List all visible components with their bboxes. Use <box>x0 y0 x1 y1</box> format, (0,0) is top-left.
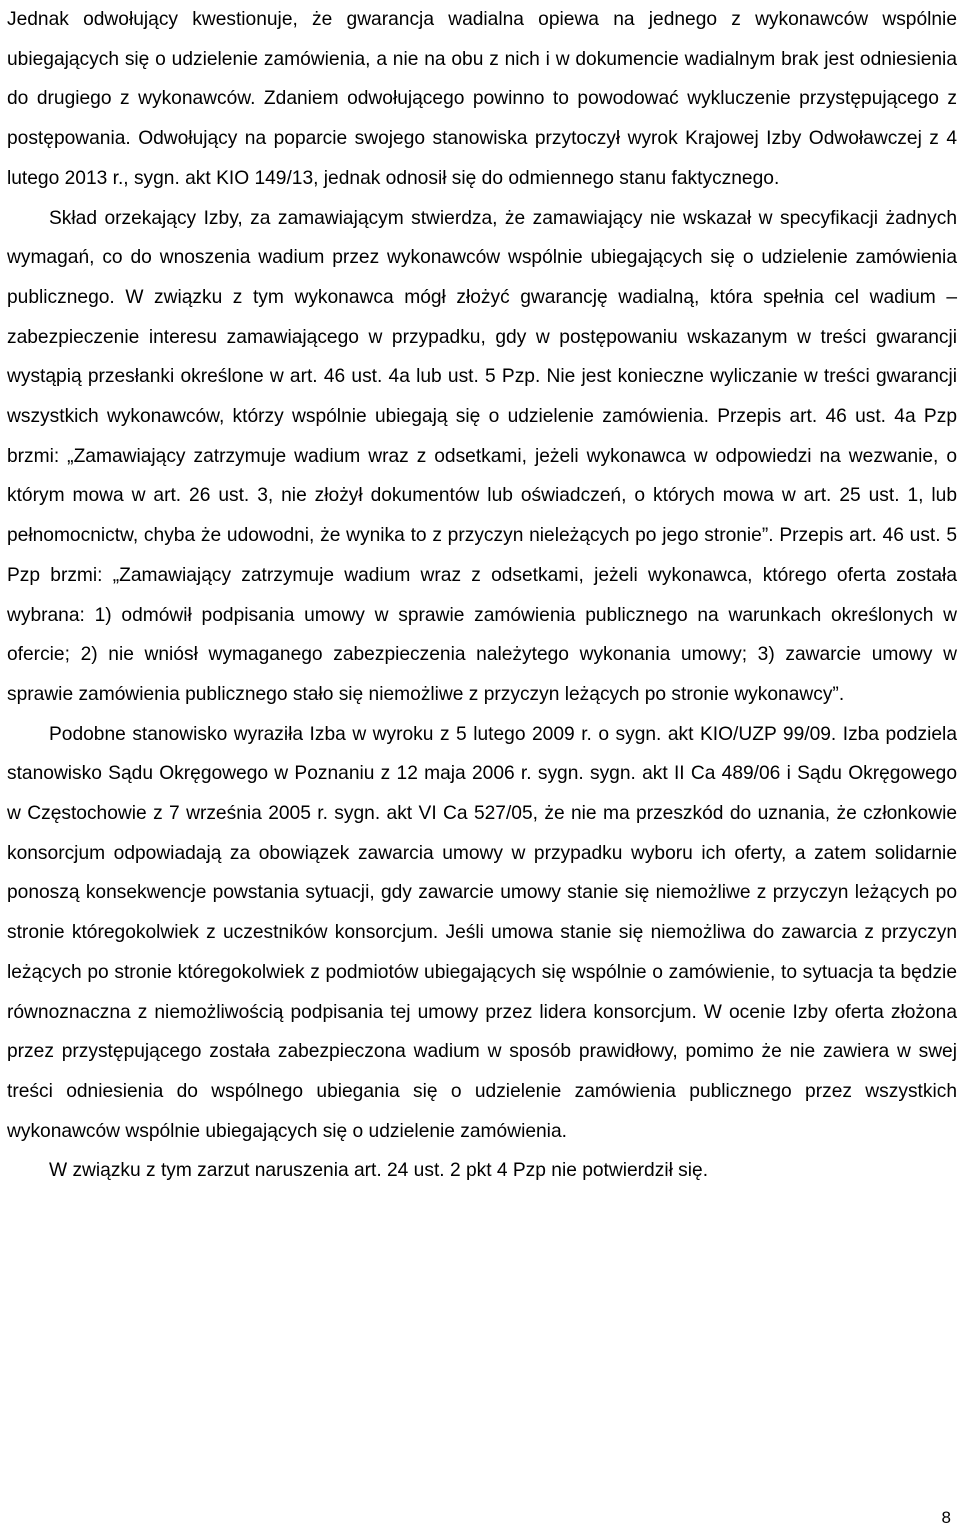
paragraph-odwolujacy-kwestionuje: Jednak odwołujący kwestionuje, że gwarancja wadialna opiewa na jednego z wykonawców wspólnie ubiegających się o udzielenie zamówienia, a nie na obu z nich i w dokumencie wadialnym brak jest odniesienia do drugiego z wykonawców. Zdaniem odwołującego powinno to powodować wykluczenie przystępującego z postępowania. Odwołujący na poparcie swojego stanowiska przytoczył wyrok Krajowej Izby Odwoławczej z 4 lutego 2013 r., sygn. akt KIO 149/13, jednak odnosił się do odmiennego stanu faktycznego. <box>7 9 957 189</box>
paragraph-podobne-stanowisko: Podobne stanowisko wyraziła Izba w wyroku z 5 lutego 2009 r. o sygn. akt KIO/UZP 99/09. Izba podziela stanowisko Sądu Okręgowego w Poznaniu z 12 maja 2006 r. sygn. sygn. akt II Ca 489/06 i Sądu Okręgowego w Częstochowie z 7 września 2005 r. sygn. akt VI Ca 527/05, że nie ma przeszkód do uznania, że członkowie konsorcjum odpowiadają za obowiązek zawarcia umowy w przypadku wyboru ich oferty, a zatem solidarnie ponoszą konsekwencje powstania sytuacji, gdy zawarcie umowy stanie się niemożliwe z przyczyn leżących po stronie któregokolwiek z uczestników konsorcjum. Jeśli umowa stanie się niemożliwa do zawarcia z przyczyn leżących po stronie któregokolwiek z podmiotów ubiegających się wspólnie o zamówienie, to sytuacja ta będzie równoznaczna z niemożliwością podpisania tej umowy przez lidera konsorcjum. W ocenie Izby oferta złożona przez przystępującego została zabezpieczona wadium w sposób prawidłowy, pomimo że nie zawiera w swej treści odniesienia do wspólnego ubiegania się o udzielenie zamówienia publicznego przez wszystkich wykonawców wspólnie ubiegających się o udzielenie zamówienia. <box>7 723 957 1142</box>
paragraph-sklad-orzekajacy: Skład orzekający Izby, za zamawiającym stwierdza, że zamawiający nie wskazał w specyfikacji żadnych wymagań, co do wnoszenia wadium przez wykonawców wspólnie ubiegających się o udzielenie zamówienia publicznego. W związku z tym wykonawca mógł złożyć gwarancję wadialną, która spełnia cel wadium – zabezpieczenie interesu zamawiającego w przypadku, gdy w postępowaniu wskazanym w treści gwarancji wystąpią przesłanki określone w art. 46 ust. 4a lub ust. 5 Pzp. Nie jest konieczne wyliczanie w treści gwarancji wszystkich wykonawców, którzy wspólnie ubiegają się o udzielenie zamówienia. Przepis art. 46 ust. 4a Pzp brzmi: „Zamawiający zatrzymuje wadium wraz z odsetkami, jeżeli wykonawca w odpowiedzi na wezwanie, o którym mowa w art. 26 ust. 3, nie złożył dokumentów lub oświadczeń, o których mowa w art. 25 ust. 1, lub pełnomocnictw, chyba że udowodni, że wynika to z przyczyn nieleżących po jego stronie”. Przepis art. 46 ust. 5 Pzp brzmi: „Zamawiający zatrzymuje wadium wraz z odsetkami, jeżeli wykonawca, którego oferta została wybrana: 1) odmówił podpisania umowy w sprawie zamówienia publicznego na warunkach określonych w ofercie; 2) nie wniósł wymaganego zabezpieczenia należytego wykonania umowy; 3) zawarcie umowy w sprawie zamówienia publicznego stało się niemożliwe z przyczyn leżących po stronie wykonawcy”. <box>7 207 957 705</box>
page-number: 8 <box>941 1508 951 1527</box>
document-body <box>7 0 957 1191</box>
paragraph-zarzut-niepotwierdzony: W związku z tym zarzut naruszenia art. 24 ust. 2 pkt 4 Pzp nie potwierdził się. <box>49 1160 709 1182</box>
